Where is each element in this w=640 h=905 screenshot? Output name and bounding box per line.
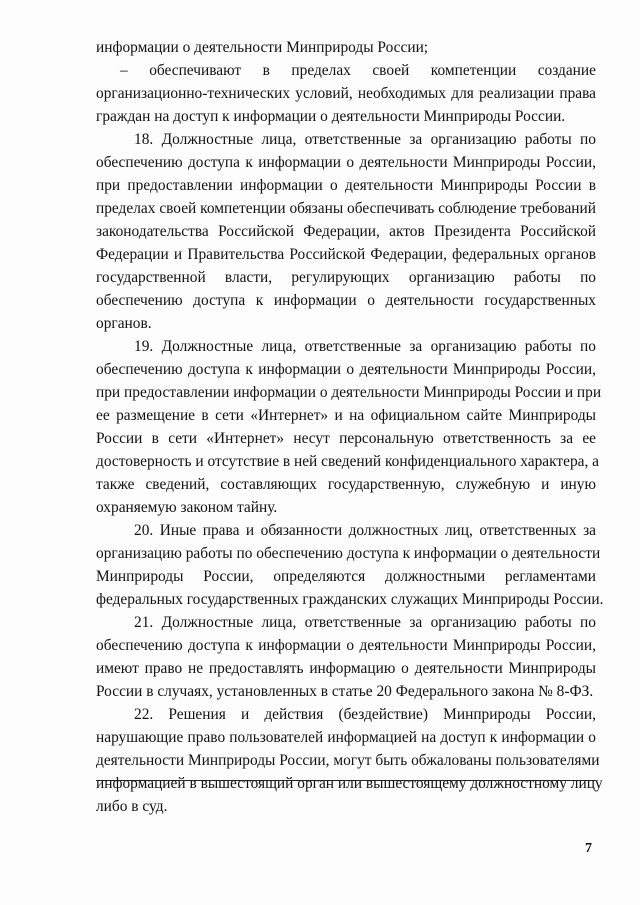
text-line: государственной власти, регулирующих организацию работы по — [96, 269, 596, 286]
text-line: достоверность и отсутствие в ней сведений конфиденциального характера, а — [96, 453, 599, 470]
paragraph-22-start: 22. Решения и действия (бездействие) Минприроды России, — [134, 706, 596, 723]
text-line: пределах своей компетенции обязаны обеспечивать соблюдение требований — [96, 200, 596, 217]
page-number: 7 — [585, 841, 592, 856]
text-line: обеспечению доступа к информации о деятельности государственных — [96, 292, 596, 309]
text-line: деятельности Минприроды России, могут быть обжалованы пользователями — [96, 752, 600, 769]
text-line: информацией в вышестоящий орган или вышестоящему должностному лицу — [96, 775, 603, 792]
paragraph-19-start: 19. Должностные лица, ответственные за организацию работы по — [134, 338, 596, 355]
text-line: имеют право не предоставлять информацию о деятельности Минприроды — [96, 660, 596, 677]
text-line: Минприроды России, определяются должностными регламентами — [96, 568, 596, 585]
text-line: обеспечению доступа к информации о деятельности Минприроды России, — [96, 637, 596, 654]
end-of-text-divider — [96, 780, 596, 781]
paragraph-18-start: 18. Должностные лица, ответственные за организацию работы по — [134, 131, 596, 148]
paragraph-21-start: 21. Должностные лица, ответственные за организацию работы по — [134, 614, 596, 631]
text-line: при предоставлении информации о деятельности Минприроды России и при — [96, 384, 602, 401]
text-line: нарушающие право пользователей информацией на доступ к информации о — [96, 729, 596, 746]
text-line: также сведений, составляющих государственную, служебную и иную — [96, 476, 596, 493]
text-line: органов. — [96, 315, 152, 332]
text-line: либо в суд. — [96, 798, 168, 815]
document-body — [96, 36, 604, 818]
text-line: федеральных государственных гражданских служащих Минприроды России. — [96, 591, 604, 608]
text-line: организацию работы по обеспечению доступа к информации о деятельности — [96, 545, 601, 562]
text-line: России в случаях, установленных в статье 20 Федерального закона № 8-ФЗ. — [96, 683, 594, 700]
text-line: законодательства Российской Федерации, актов Президента Российской — [96, 223, 596, 240]
text-line: при предоставлении информации о деятельности Минприроды России в — [96, 177, 596, 194]
text-line: информации о деятельности Минприроды России; — [96, 39, 429, 56]
text-line: организационно-технических условий, необходимых для реализации права — [96, 85, 596, 102]
text-line: охраняемую законом тайну. — [96, 499, 278, 516]
text-line: обеспечению доступа к информации о деятельности Минприроды России, — [96, 361, 596, 378]
text-line: России в сети «Интернет» несут персональную ответственность за ее — [96, 430, 596, 447]
text-line: ее размещение в сети «Интернет» и на официальном сайте Минприроды — [96, 407, 596, 424]
paragraph-20-start: 20. Иные права и обязанности должностных лиц, ответственных за — [134, 522, 596, 539]
text-line: граждан на доступ к информации о деятельности Минприроды России. — [96, 108, 566, 125]
text-line: Федерации и Правительства Российской Федерации, федеральных органов — [96, 246, 596, 263]
text-line: обеспечению доступа к информации о деятельности Минприроды России, — [96, 154, 596, 171]
text-line: – обеспечивают в пределах своей компетенции создание — [120, 62, 596, 79]
